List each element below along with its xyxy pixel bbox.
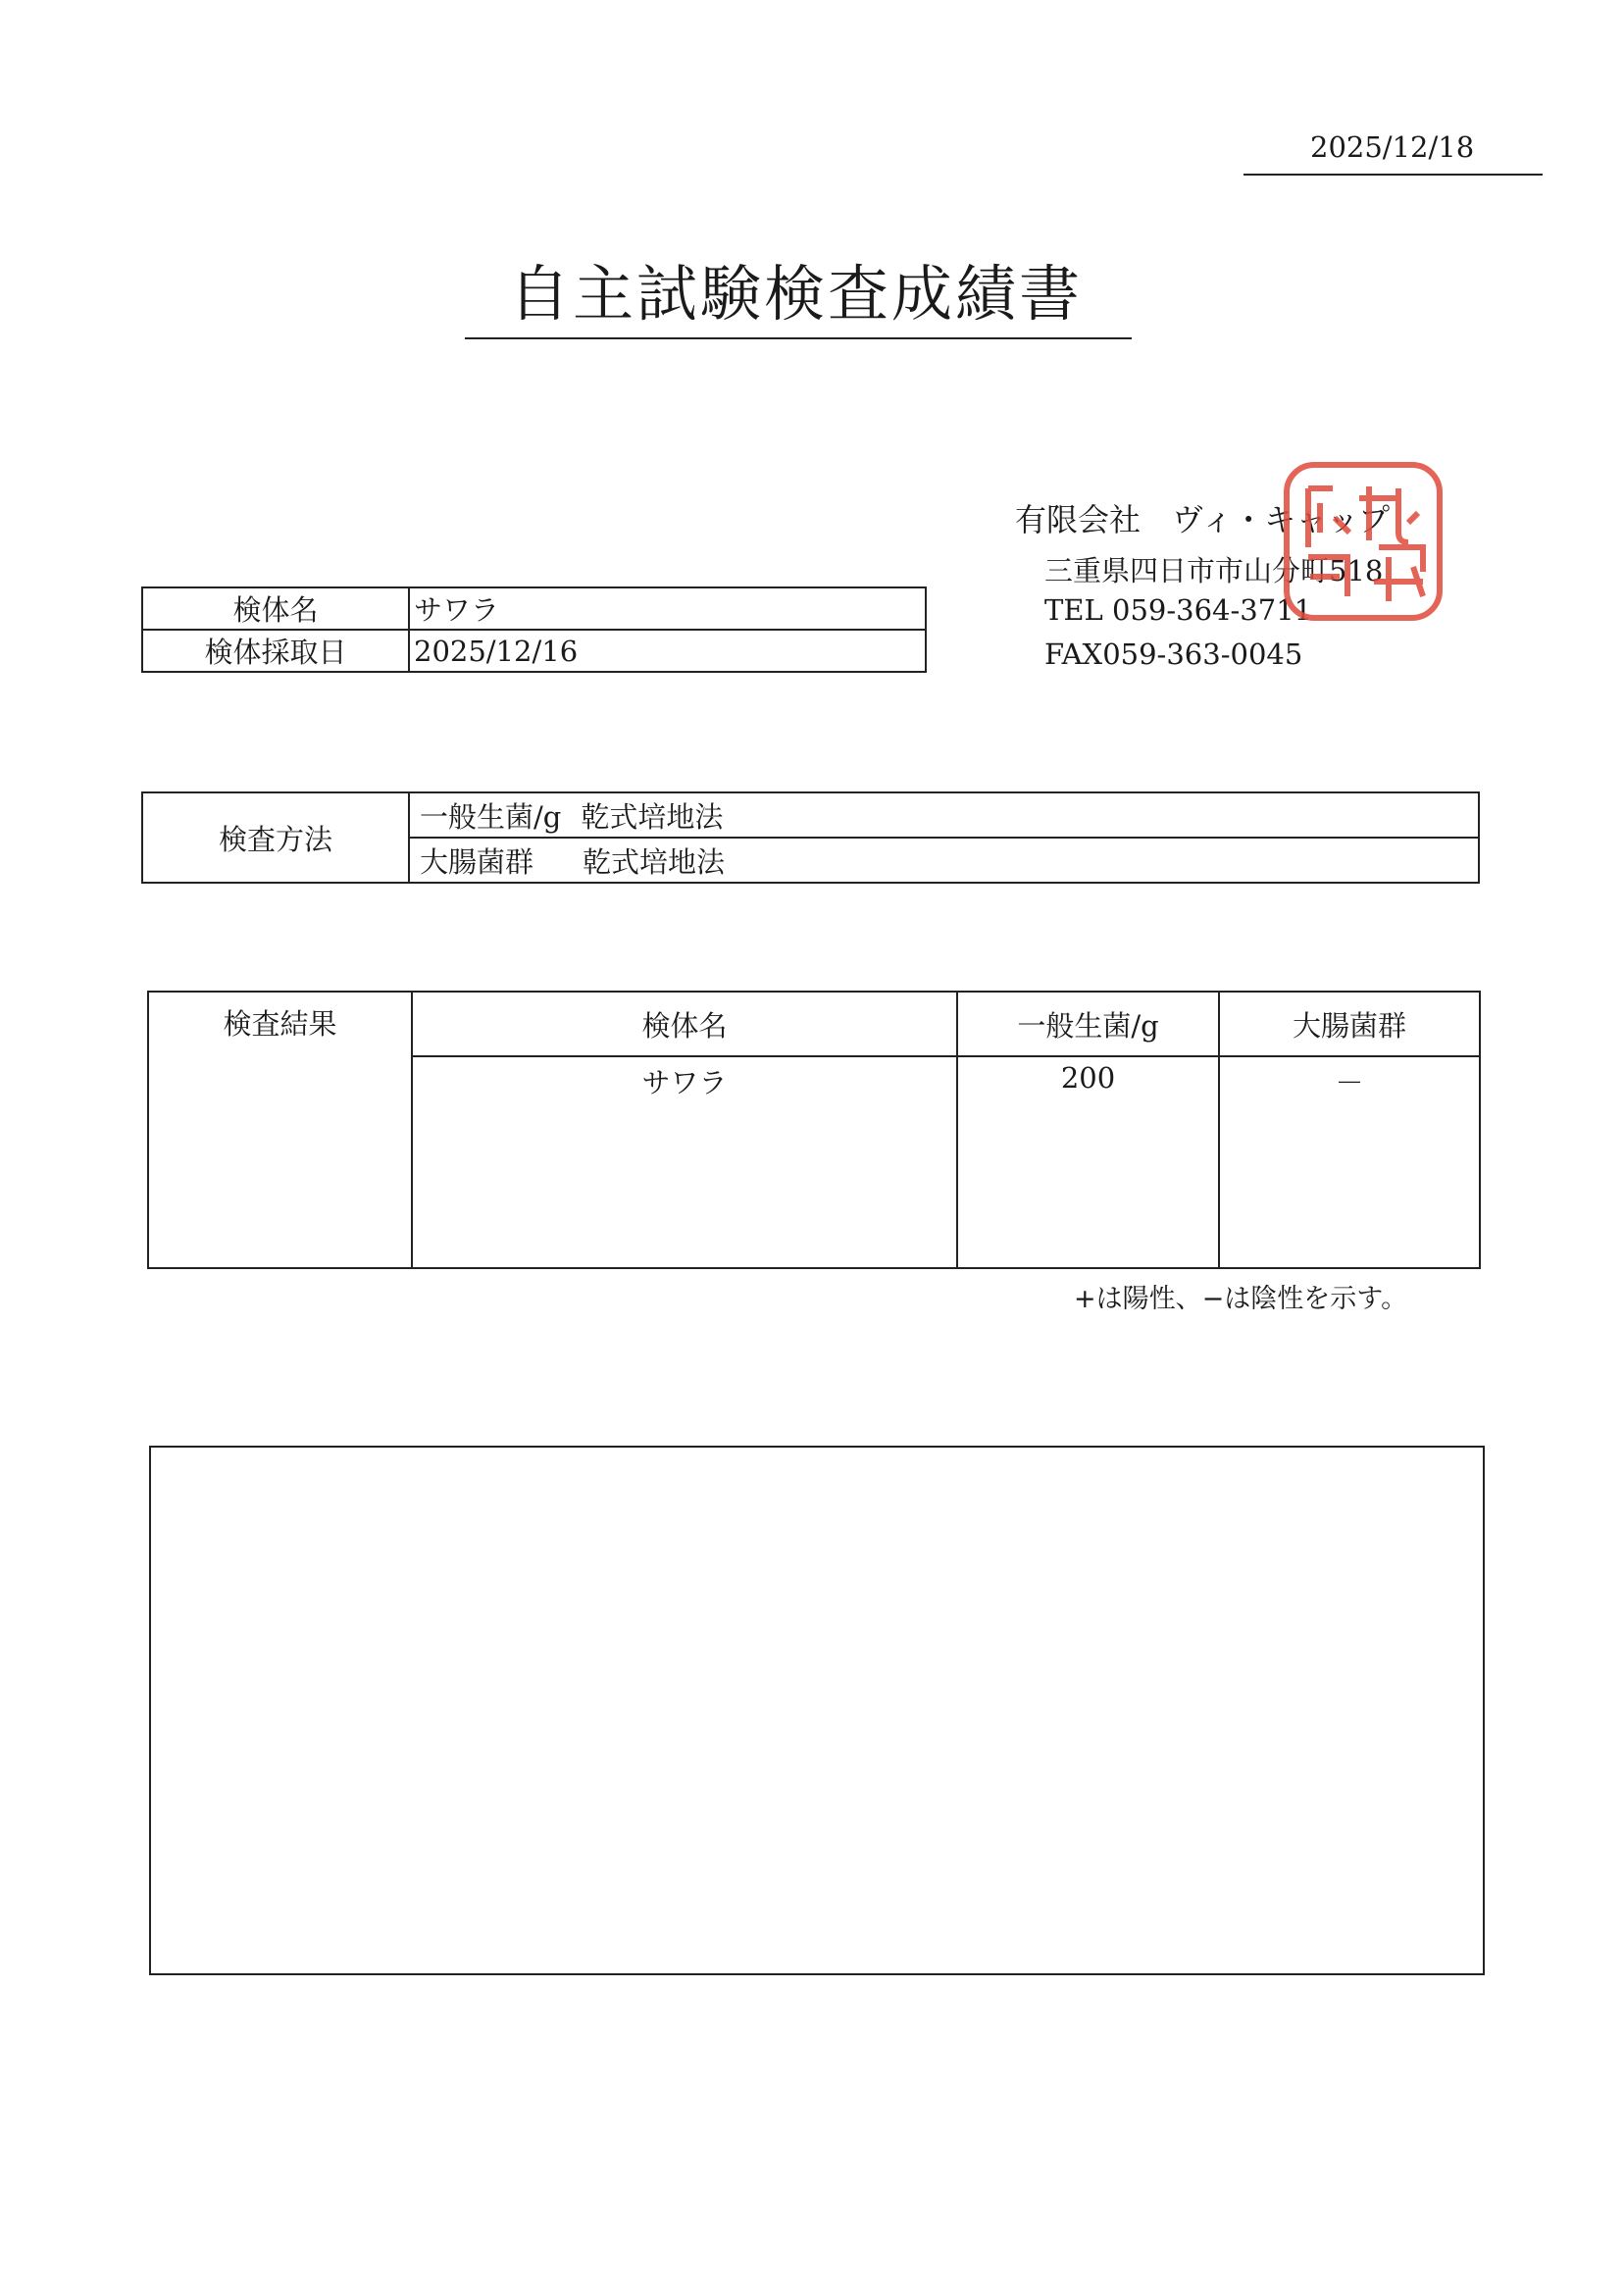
method-type: 乾式培地法 <box>583 844 726 879</box>
method-item: 大腸菌群 <box>420 844 534 879</box>
method-type: 乾式培地法 <box>581 799 724 834</box>
result-general-bacteria: 200 <box>957 1056 1219 1268</box>
sample-name-row <box>142 587 926 630</box>
company-info <box>1015 490 1525 687</box>
document-title-text: 自主試験検査成績書 <box>509 258 1084 330</box>
method-row-1 <box>409 792 1479 838</box>
result-coliform: － <box>1219 1056 1480 1268</box>
result-header-sample: 検体名 <box>412 992 957 1056</box>
sample-date-value: 2025/12/16 <box>409 630 926 672</box>
company-seal-stamp <box>1281 459 1446 624</box>
sample-date-row <box>142 630 926 672</box>
company-address: 三重県四日市市山分町518 <box>1044 554 1384 587</box>
sample-name-label: 検体名 <box>142 587 409 630</box>
result-header-coliform: 大腸菌群 <box>1219 992 1480 1056</box>
sample-date-label: 検体採取日 <box>142 630 409 672</box>
method-label: 検査方法 <box>142 792 409 883</box>
result-label: 検査結果 <box>148 992 412 1268</box>
result-sample-name: サワラ <box>412 1056 957 1268</box>
company-fax: FAX059-363-0045 <box>1044 637 1303 671</box>
method-item: 一般生菌/g <box>420 799 562 834</box>
sample-name-value: サワラ <box>409 587 926 630</box>
company-name: 有限会社 ヴィ・キャップ <box>1015 501 1391 538</box>
legend-note: +は陽性、−は陰性を示す。 <box>1074 1284 1408 1314</box>
method-table <box>141 791 1480 884</box>
result-table <box>147 991 1481 1269</box>
result-header-general-bacteria: 一般生菌/g <box>957 992 1219 1056</box>
company-tel: TEL 059-364-3711 <box>1044 593 1313 627</box>
result-header-row <box>148 992 1480 1056</box>
method-row-2 <box>409 838 1479 883</box>
issue-date-text: 2025/12/18 <box>1310 130 1475 164</box>
sample-table <box>141 586 927 673</box>
document-title <box>465 243 1132 339</box>
method-row <box>142 792 1479 838</box>
issue-date <box>1243 130 1543 176</box>
remarks-box <box>149 1446 1485 1975</box>
